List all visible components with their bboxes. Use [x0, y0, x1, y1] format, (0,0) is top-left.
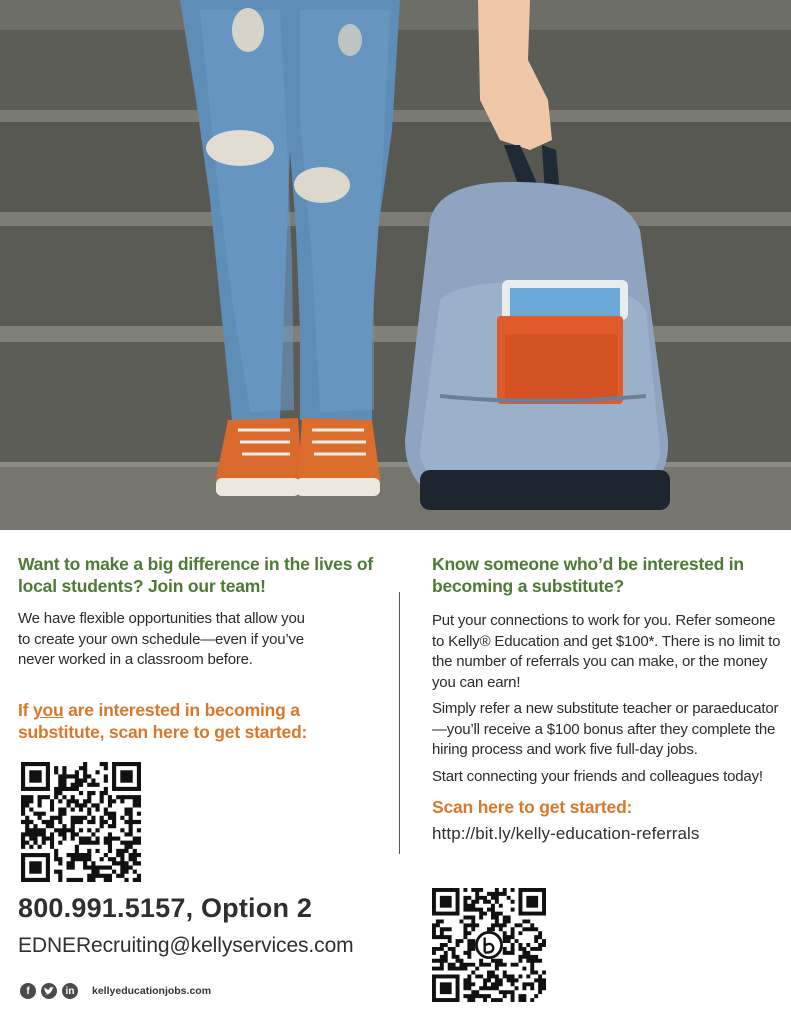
recruit-heading: Want to make a big difference in the lives of local students? Join our team!	[18, 554, 374, 596]
recruit-column	[18, 553, 390, 742]
linkedin-icon[interactable]: in	[62, 983, 78, 999]
referral-heading: Know someone who’d be interested in becoming a substitute?	[432, 554, 744, 596]
recruit-cta	[18, 699, 390, 743]
cta-you: you	[32, 700, 64, 720]
referral-paragraph-2: Simply refer a new substitute teacher or paraeducator—you’ll receive a $100 bonus after they complete the hiring process and work five full-day jobs.	[432, 700, 779, 758]
referral-column	[432, 553, 782, 844]
cta-rest: are interested in becoming a substitute, scan here to get started:	[18, 700, 308, 742]
email-link[interactable]: EDNERecruiting@kellyservices.com	[18, 934, 354, 957]
referral-cta: Scan here to get started:	[432, 797, 633, 817]
referral-body	[432, 611, 782, 787]
referral-paragraph-1: Put your connections to work for you. Refer someone to Kelly® Education and get $100*. There is no limit to the number of referrals you can make, or the money you can earn!	[432, 612, 781, 691]
recruit-qr-code[interactable]	[21, 762, 141, 882]
recruit-body: We have flexible opportunities that allow you to create your own schedule—even if you’ve never worked in a classroom before.	[18, 610, 305, 668]
twitter-icon[interactable]	[41, 983, 57, 999]
facebook-icon[interactable]: f	[20, 983, 36, 999]
website-link[interactable]: kellyeducationjobs.com	[92, 985, 212, 997]
referral-paragraph-3: Start connecting your friends and colleagues today!	[432, 767, 763, 785]
referral-url[interactable]: http://bit.ly/kelly-education-referrals	[432, 824, 700, 843]
referral-qr-code[interactable]	[432, 888, 546, 1002]
column-divider	[399, 592, 400, 854]
phone-number[interactable]: 800.991.5157, Option 2	[18, 893, 313, 923]
cta-prefix: If	[18, 700, 33, 720]
social-bar	[20, 982, 211, 1000]
